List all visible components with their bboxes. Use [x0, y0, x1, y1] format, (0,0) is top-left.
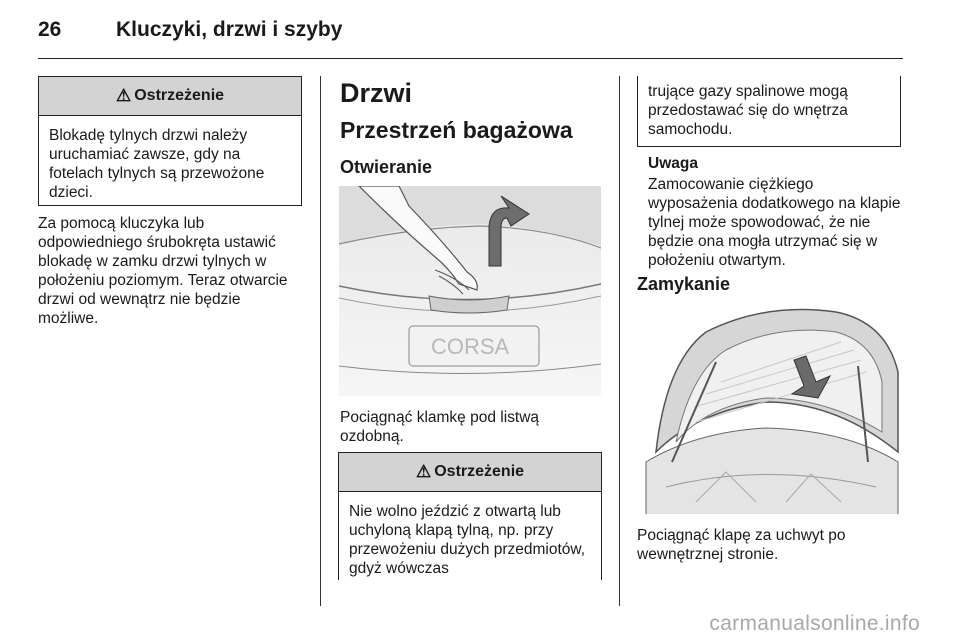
note-body: Zamocowanie ciężkiego wyposażenia dodatkowego na klapie tylnej może spowodować, że nie będzie ona mogła utrzymać się w położeniu otwartym.	[648, 176, 901, 269]
warning-box-text: Blokadę tylnych drzwi należy uruchamiać zawsze, gdy na fotelach tylnych są przewożone dzieci.	[49, 127, 265, 201]
opening-caption: Pociągnąć klamkę pod listwą ozdobną.	[340, 409, 540, 445]
subsection-heading-luggage: Przestrzeń bagażowa	[340, 117, 573, 143]
warning-box	[38, 76, 302, 206]
warning-box-2-continued	[637, 76, 901, 147]
warning-triangle-icon: ⚠	[115, 86, 132, 105]
warning-box-title: Ostrzeżenie	[134, 87, 225, 104]
page-number: 26	[38, 18, 62, 41]
tailgate-opening-illustration	[339, 186, 601, 396]
note-title: Uwaga	[648, 155, 698, 172]
tailgate-closing-illustration	[636, 302, 900, 514]
lock-instruction-paragraph: Za pomocą kluczyka lub odpowiedniego śrubokręta ustawić blokadę w zamku drzwi tylnych w położeniu poziomym. Teraz otwarcie drzwi od wewnątrz nie będzie możliwe.	[38, 215, 288, 327]
warning-continued-text: trujące gazy spalinowe mogą przedostawać się do wnętrza samochodu.	[648, 83, 848, 138]
figure-plate-text: CORSA	[431, 334, 510, 359]
watermark: carmanualsonline.info	[709, 612, 920, 635]
warning-box-2	[338, 452, 602, 580]
topic-heading-closing: Zamykanie	[637, 274, 731, 294]
section-heading-doors: Drzwi	[340, 78, 413, 108]
warning-triangle-icon: ⚠	[415, 462, 432, 481]
warning-box-2-title: Ostrzeżenie	[434, 463, 525, 480]
warning-box-2-header	[339, 453, 601, 492]
topic-heading-opening: Otwieranie	[340, 157, 433, 177]
closing-caption: Pociągnąć klapę za uchwyt po wewnętrznej stronie.	[637, 527, 846, 563]
page-header-title: Kluczyki, drzwi i szyby	[116, 18, 343, 41]
column-divider-2	[619, 76, 620, 606]
warning-box-header	[39, 77, 301, 116]
warning-box-2-text: Nie wolno jeździć z otwartą lub uchyloną klapą tylną, np. przy przewożeniu dużych przedmiotów, gdyż wówczas	[349, 503, 586, 577]
column-divider-1	[320, 76, 321, 606]
header-divider	[38, 58, 903, 59]
